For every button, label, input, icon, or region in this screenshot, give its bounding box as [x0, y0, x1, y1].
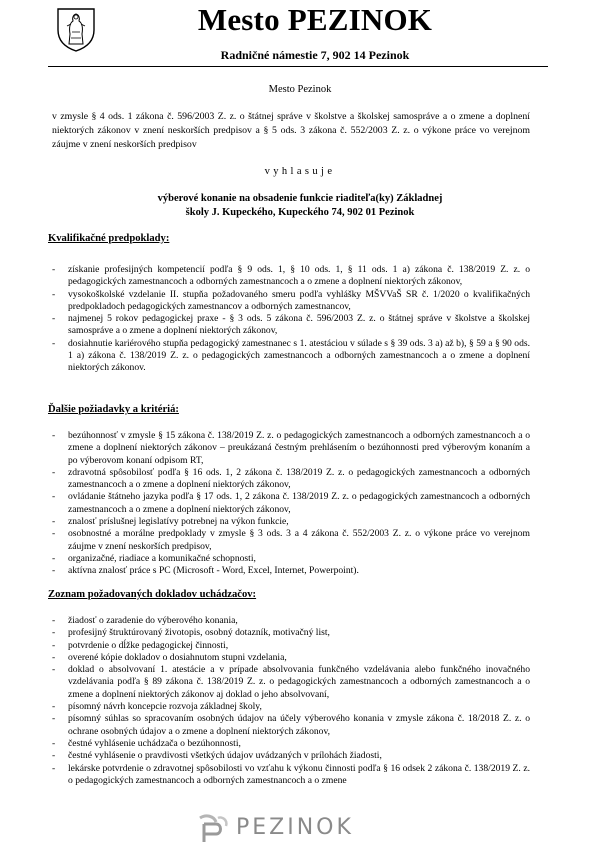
header-divider	[48, 66, 548, 67]
list-item: - potvrdenie o dĺžke pedagogickej činnosti,	[52, 640, 530, 652]
legal-intro-text: v zmysle § 4 ods. 1 zákona č. 596/2003 Z. z. o štátnej správe v školstve a školskej samospráve a o zmene a doplnení niektorých zákonov v znení neskorších predpisov a § 5 ods. 3 zákona č. 552/2003 Z. z. o výkone práce vo verejnom záujme v znení neskorších predpisov	[52, 111, 530, 151]
other-requirements-heading: Ďalšie požiadavky a kritériá:	[48, 404, 179, 415]
required-documents-list	[52, 615, 530, 787]
page-title: Mesto PEZINOK	[197, 2, 433, 37]
subject-line-2: školy J. Kupeckého, Kupeckého 74, 902 01 Pezinok	[185, 207, 415, 218]
list-item: - najmenej 5 rokov pedagogickej praxe - § 3 ods. 5 zákona č. 596/2003 Z. z. o štátnej správe v školstve a školskej samospráve a o zmene a doplnení niektorých zákonov,	[52, 313, 530, 338]
competition-subject	[0, 192, 600, 220]
footer-logo-text: PEZINOK	[236, 815, 354, 840]
list-item: - čestné vyhlásenie uchádzača o bezúhonnosti,	[52, 738, 530, 750]
list-item: - overené kópie dokladov o dosiahnutom stupni vzdelania,	[52, 652, 530, 664]
list-item: - získanie profesijných kompetencií podľa § 9 ods. 1, § 10 ods. 1, § 11 ods. 1 a) zákona č. 138/2019 Z. z. o pedagogických zamestnancoch a odborných zamestnancoch a o zmene a doplnení niektorých zákonov,	[52, 264, 530, 289]
list-item: - vysokoškolské vzdelanie II. stupňa požadovaného smeru podľa vyhlášky MŠVVaŠ SR č. 1/2020 o kvalifikačných predpokladoch pedagogických zamestnancov a odborných zamestnancov,	[52, 289, 530, 314]
list-item: - písomný súhlas so spracovaním osobných údajov na účely výberového konania v zmysle zákona č. 18/2018 Z. z. o ochrane osobných údajov a o zmene a doplnení niektorých zákonov,	[52, 713, 530, 738]
list-item: - doklad o absolvovaní 1. atestácie a v prípade absolvovania funkčného vzdelávania alebo funkčného inovačného vzdelávania podľa § 89 zákona č. 138/2019 Z. z. o pedagogických zamestnancoch a odborných zamestnancoch a o zmene a doplnení niektorých zákonov aj doklad o jeho absolvovaní,	[52, 664, 530, 701]
list-item: - čestné vyhlásenie o pravdivosti všetkých údajov uvádzaných v prílohách žiadosti,	[52, 750, 530, 762]
qualifications-list	[52, 264, 530, 375]
list-item: - ovládanie štátneho jazyka podľa § 17 ods. 1, 2 zákona č. 138/2019 Z. z. o pedagogických zamestnancoch a odborných zamestnancoch a o zmene a doplnení niektorých zákonov,	[52, 491, 530, 516]
other-requirements-list	[52, 430, 530, 578]
subject-line-1: výberové konanie na obsadenie funkcie riaditeľa(ky) Základnej	[157, 193, 443, 204]
qualifications-heading: Kvalifikačné predpoklady:	[48, 233, 170, 244]
list-item: - organizačné, riadiace a komunikačné schopnosti,	[52, 553, 530, 565]
list-item: - písomný návrh koncepcie rozvoja základnej školy,	[52, 701, 530, 713]
list-item: - aktívna znalosť práce s PC (Microsoft - Word, Excel, Internet, Powerpoint).	[52, 565, 530, 577]
list-item: - zdravotná spôsobilosť podľa § 16 ods. 1, 2 zákona č. 138/2019 Z. z. o pedagogických zamestnancoch a odborných zamestnancoch a o zmene a doplnení niektorých zákonov,	[52, 467, 530, 492]
announcement-verb: vyhlasuje	[264, 166, 336, 177]
list-item: - profesijný štruktúrovaný životopis, osobný dotazník, motivačný list,	[52, 627, 530, 639]
city-address: Radničné námestie 7, 902 14 Pezinok	[220, 48, 410, 62]
list-item: - bezúhonnosť v zmysle § 15 zákona č. 138/2019 Z. z. o pedagogických zamestnancoch a odborných zamestnancoch a o zmene a doplnení niektorých zákonov – preukázaná čestným prehlásením o bezúhonnosti pred výberovým konaním a po výberovom konaní odpisom RT,	[52, 430, 530, 467]
legal-intro	[52, 110, 530, 153]
issuer-name: Mesto Pezinok	[268, 84, 332, 95]
list-item: - znalosť príslušnej legislatívy potrebnej na výkon funkcie,	[52, 516, 530, 528]
list-item: - žiadosť o zaradenie do výberového konania,	[52, 615, 530, 627]
list-item: - dosiahnutie kariérového stupňa pedagogický zamestnanec s 1. atestáciou v súlade s § 39 ods. 3 a) až b), § 59 a § 90 ods. 1 a) zákona č. 138/2019 Z. z. o pedagogických zamestnancoch a odborných zamestnancoch a o zmene a doplnení niektorých zákonov.	[52, 338, 530, 375]
list-item: - osobnostné a morálne predpoklady v zmysle § 3 ods. 3 a 4 zákona č. 552/2003 Z. z. o výkone práce vo verejnom záujme v znení neskorších predpisov,	[52, 528, 530, 553]
required-documents-heading: Zoznam požadovaných dokladov uchádzačov:	[48, 589, 257, 600]
list-item: - lekárske potvrdenie o zdravotnej spôsobilosti vo vzťahu k výkonu činnosti podľa § 16 odsek 2 zákona č. 138/2019 Z. z. o pedagogických zamestnancoch a odborných zamestnancoch a o zmene	[52, 763, 530, 788]
